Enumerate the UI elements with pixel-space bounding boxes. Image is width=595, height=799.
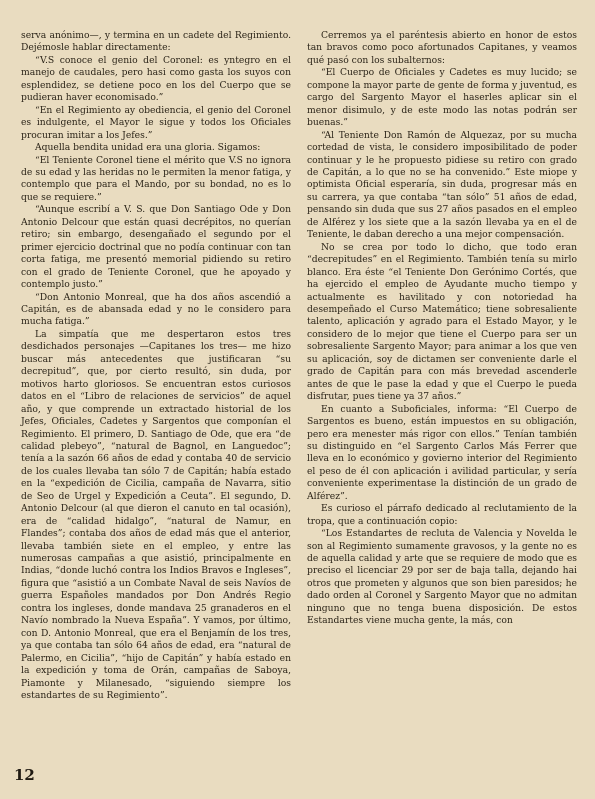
paragraph: Aquella bendita unidad era una gloria. Sigamos: xyxy=(35,142,261,154)
paragraph: “Don Antonio Monreal, que ha dos años ascendió a Capitán, es de abansada edad y no le considero para mucha fatiga.” xyxy=(21,291,291,328)
paragraph: serva anónimo—, y termina en un cadete del Regimiento. Dejémosle hablar directamente: xyxy=(21,30,291,54)
page-number: 12 xyxy=(14,766,35,784)
paragraph: Es curioso el párrafo dedicado al reclutamiento de la tropa, que a continuación copio: xyxy=(307,503,577,527)
paragraph: “Al Teniente Don Ramón de Alquezaz, por su mucha cortedad de vista, le considero imposibilitado de poder continuar y le he propuesto pidiese su retiro con grado de Capitán, a lo que no se ha convenido.” Este miope y optimista Oficial esperaría, sin duda, progresar más en su carrera, ya que contaba “tan sólo” 51 años de edad, pensando sin duda que sus 27 años pasados en el empleo de Alférez y los siete que a la sazón llevaba ya en el de Teniente, le daban derecho a una mejor compensación. xyxy=(307,129,577,241)
paragraph: Cerremos ya el paréntesis abierto en honor de estos tan bravos como poco afortunados Capitanes, y veamos qué pasó con los subalternos: xyxy=(307,30,577,66)
right-column xyxy=(307,30,577,628)
paragraph: “V.S conoce el genio del Coronel: es yntegro en el manejo de caudales, pero hasi como gasta los suyos con esplendidez, se detiene poco en los del Cuerpo que se pudieran haver economisado.” xyxy=(21,54,291,104)
paragraph: “El Cuerpo de Oficiales y Cadetes es muy lucido; se compone la mayor parte de gente de forma y juventud, es cargo del Sargento Mayor el haserles aplicar sin el menor disimulo, y de este modo las notas podrán ser buenas.” xyxy=(307,67,577,129)
paragraph: “El Teniente Coronel tiene el mérito que V.S no ignora de su edad y las heridas no le permiten la menor fatiga, y contemplo que para el Mando, por su bondad, no es lo que se requiere.” xyxy=(21,154,291,203)
paragraph: “En el Regimiento ay obediencia, el genio del Coronel es indulgente, el Mayor le sigue y todos los Oficiales procuran imitar a los Jefes.” xyxy=(21,104,291,141)
paragraph: “Los Estandartes de recluta de Valencia y Novelda le son al Regimiento sumamente gravosos, y la gente no es de aquella calidad y arte que se requiere de modo que es preciso el licenciar 29 por ser de baja talla, dejando hai otros que prometen y algunos que son bien paresidos; he dado orden al Coronel y Sargento Mayor que no admitan ninguno que no tenga buena disposición. De estos Estandartes viene mucha gente, la más, con xyxy=(307,528,577,627)
paragraph: La simpatía que me despertaron estos tres desdichados personajes —Capitanes los tres— me hizo buscar más antecedentes que justificaran “su decrepitud”, que, por cierto resultó, sin duda, por motivos harto gloriosos. Se encuentran estos curiosos datos en el “Libro de relaciones de servicios” de aquel año, y que comprende un extractado historial de los Jefes, Oficiales, Cadetes y Sargentos que componían el Regimiento. El primero, D. Santiago de Ode, que era “de calidad plebeyo”, “natural de Bagnol, en Languedoc”; tenía a la sazón 66 años de edad y contaba 40 de servicio de los cuales llevaba tan sólo 7 de Capitán; había estado en la “expedición de Cicilia, campaña de Navarra, sitio de Seo de Urgel y Expedición a Ceuta”. El segundo, D. Antonio Delcour (al que dieron el canuto en tal ocasión), era de “calidad hidalgo”, “natural de Namur, en Flandes”; contaba dos años de edad más que el anterior, llevaba también siete en el empleo, y entre las numerosas campañas a que asistió, principalmente en Indias, “donde luchó contra los Indios Bravos e Ingleses”, figura que “asistió a un Combate Naval de seis Navíos de guerra Españoles mandados por Don Andrés Regio contra los ingleses, donde mandava 25 granaderos en el Navío nombrado la Nueva España”. Y vamos, por último, con D. Antonio Monreal, que era el Benjamín de los tres, ya que contaba tan sólo 64 años de edad, era “natural de Palermo, en Cicilia”, “hijo de Capitán” y había estado en la expedición y toma de Orán, campañas de Saboya, Piamonte y Milanesado, “siguiendo siempre los estandartes de su Regimiento”. xyxy=(21,328,291,702)
paragraph: En cuanto a Suboficiales, informa: “El Cuerpo de Sargentos es bueno, están impuestos en su obligación, pero era menester más rigor con ellos.” Tenían también su distinguido en “el Sargento Carlos Más Ferrer que lleva en lo económico y govierno interior del Regimiento el peso de él con aplicación i avilidad particular, y sería conveniente experimentase la distinción de un grado de Alférez”. xyxy=(307,403,577,502)
left-column xyxy=(21,30,291,702)
paragraph: No se crea por todo lo dicho, que todo eran “decrepitudes” en el Regimiento. También tenía su mirlo blanco. Era éste “el Teniente Don Gerónimo Cortés, que ha ejercido el empleo de Ayudante mucho tiempo y actualmente es havilitado y con notoriedad ha desempeñado el Curso Matemático; tiene sobresaliente talento, aplicación y agrado para el Estado Mayor, y le considero de lo mejor que tiene el Cuerpo para ser un sobresaliente Sargento Mayor; para animar a los que ven su aplicación, soy de dictamen ser conveniente darle el grado de Capitán para con más brevedad ascenderle antes de que le pase la edad y que el Cuerpo le pueda disfrutar, pues tiene ya 37 años.” xyxy=(307,241,577,403)
paragraph: “Aunque escribí a V. S. que Don Santiago Ode y Don Antonio Delcour que están quasi decrépitos, no querían retiro; sin embargo, desengañado el segundo por el primer ejercicio doctrinal que no podía continuar con tan corta fatiga, me presentó memorial pidiendo su retiro con el grado de Teniente Coronel, que he apoyado y contemplo justo.” xyxy=(21,204,291,291)
